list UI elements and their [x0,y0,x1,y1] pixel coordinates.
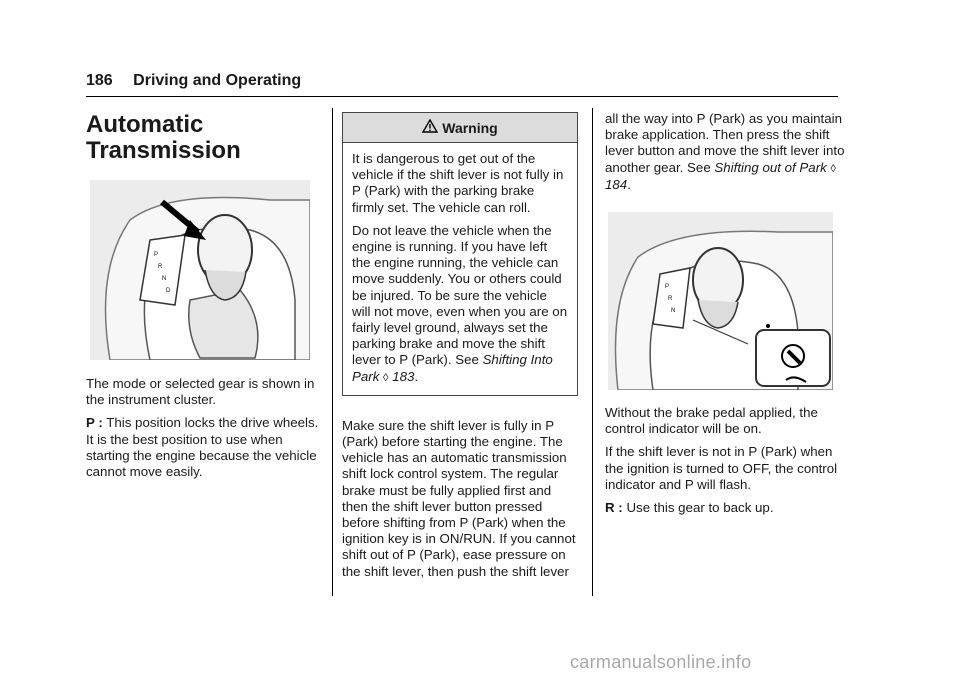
section-title: Driving and Operating [133,72,302,89]
warning-box [342,112,578,396]
shift-lock-indicator-illustration [608,212,833,390]
shift-lever-illustration [90,180,310,360]
warning-paragraph-2: Do not leave the vehicle when the engine is running. If you have left the engine running, the vehicle can move suddenly. You or others could be injured. To be sure the vehicle will not move, even when you are on fairly level ground, always set the parking brake and move the shift lever to P (Park). See Shifting Into Park ◊ 183. [352,222,568,384]
r-position-text: R : Use this gear to back up. [605,500,774,516]
svg-text:R: R [668,296,673,302]
header-divider [86,96,838,97]
page-title: Automatic Transmission [86,111,241,164]
gear-display-text: The mode or selected gear is shown in the instrument cluster. [86,376,315,408]
svg-text:P: P [665,284,670,290]
watermark: carmanualsonline.info [570,652,752,672]
svg-text:P: P [154,252,159,258]
page-number: 186 [86,72,113,89]
xref-shifting-out-of-park[interactable]: Shifting out of Park [714,159,827,175]
svg-text:D: D [166,288,171,294]
column-2 [342,108,578,580]
column-divider-2 [592,108,593,596]
warning-header [343,113,577,143]
p-label: P : [86,415,103,431]
xref-page-184[interactable]: 184 [605,176,628,192]
shift-lock-text: Make sure the shift lever is fully in P (Park) before starting the engine. The vehicle has an automatic transmission shift lock control system. The regular brake must be fully applied first and then the shift lever button pressed before shifting from P (Park) when the ignition key is in ON/RUN. If you cannot shift out of P (Park), ease pressure on the shift lever, then push the shift lever [342,417,576,579]
r-label: R : [605,500,623,516]
xref-page-183[interactable]: 183 [392,368,415,384]
warning-paragraph-1: It is dangerous to get out of the vehicle if the shift lever is not fully in P (Park) with the parking brake firmly set. The vehicle can roll. [352,151,564,215]
column-3-text [605,405,845,516]
xref-glyph: ◊ [383,371,389,384]
ignition-off-text: If the shift lever is not in P (Park) when the ignition is turned to OFF, the control indicator and P will flash. [605,444,838,492]
svg-text:N: N [162,276,167,282]
warning-triangle-icon [422,119,438,136]
xref-glyph-2: ◊ [830,162,836,175]
page-header [86,72,838,90]
warning-body [343,143,577,395]
column-1 [86,108,320,164]
xref-shifting-into-park[interactable]: Shifting Into Park [352,352,553,384]
column-divider-1 [332,108,333,596]
column-3 [605,111,845,193]
continued-text: all the way into P (Park) as you maintain brake application. Then press the shift lever button and move the shift lever into another gear. See Shifting out of Park ◊ 184. [605,111,845,192]
column-1-text [86,376,320,480]
p-position-text: P : This position locks the drive wheels. It is the best position to use when starting the engine because the vehicle cannot move easily. [86,415,319,480]
control-indicator-text: Without the brake pedal applied, the control indicator will be on. [605,405,818,437]
svg-text:N: N [671,308,676,314]
warning-title: Warning [442,120,498,136]
svg-text:R: R [158,264,163,270]
